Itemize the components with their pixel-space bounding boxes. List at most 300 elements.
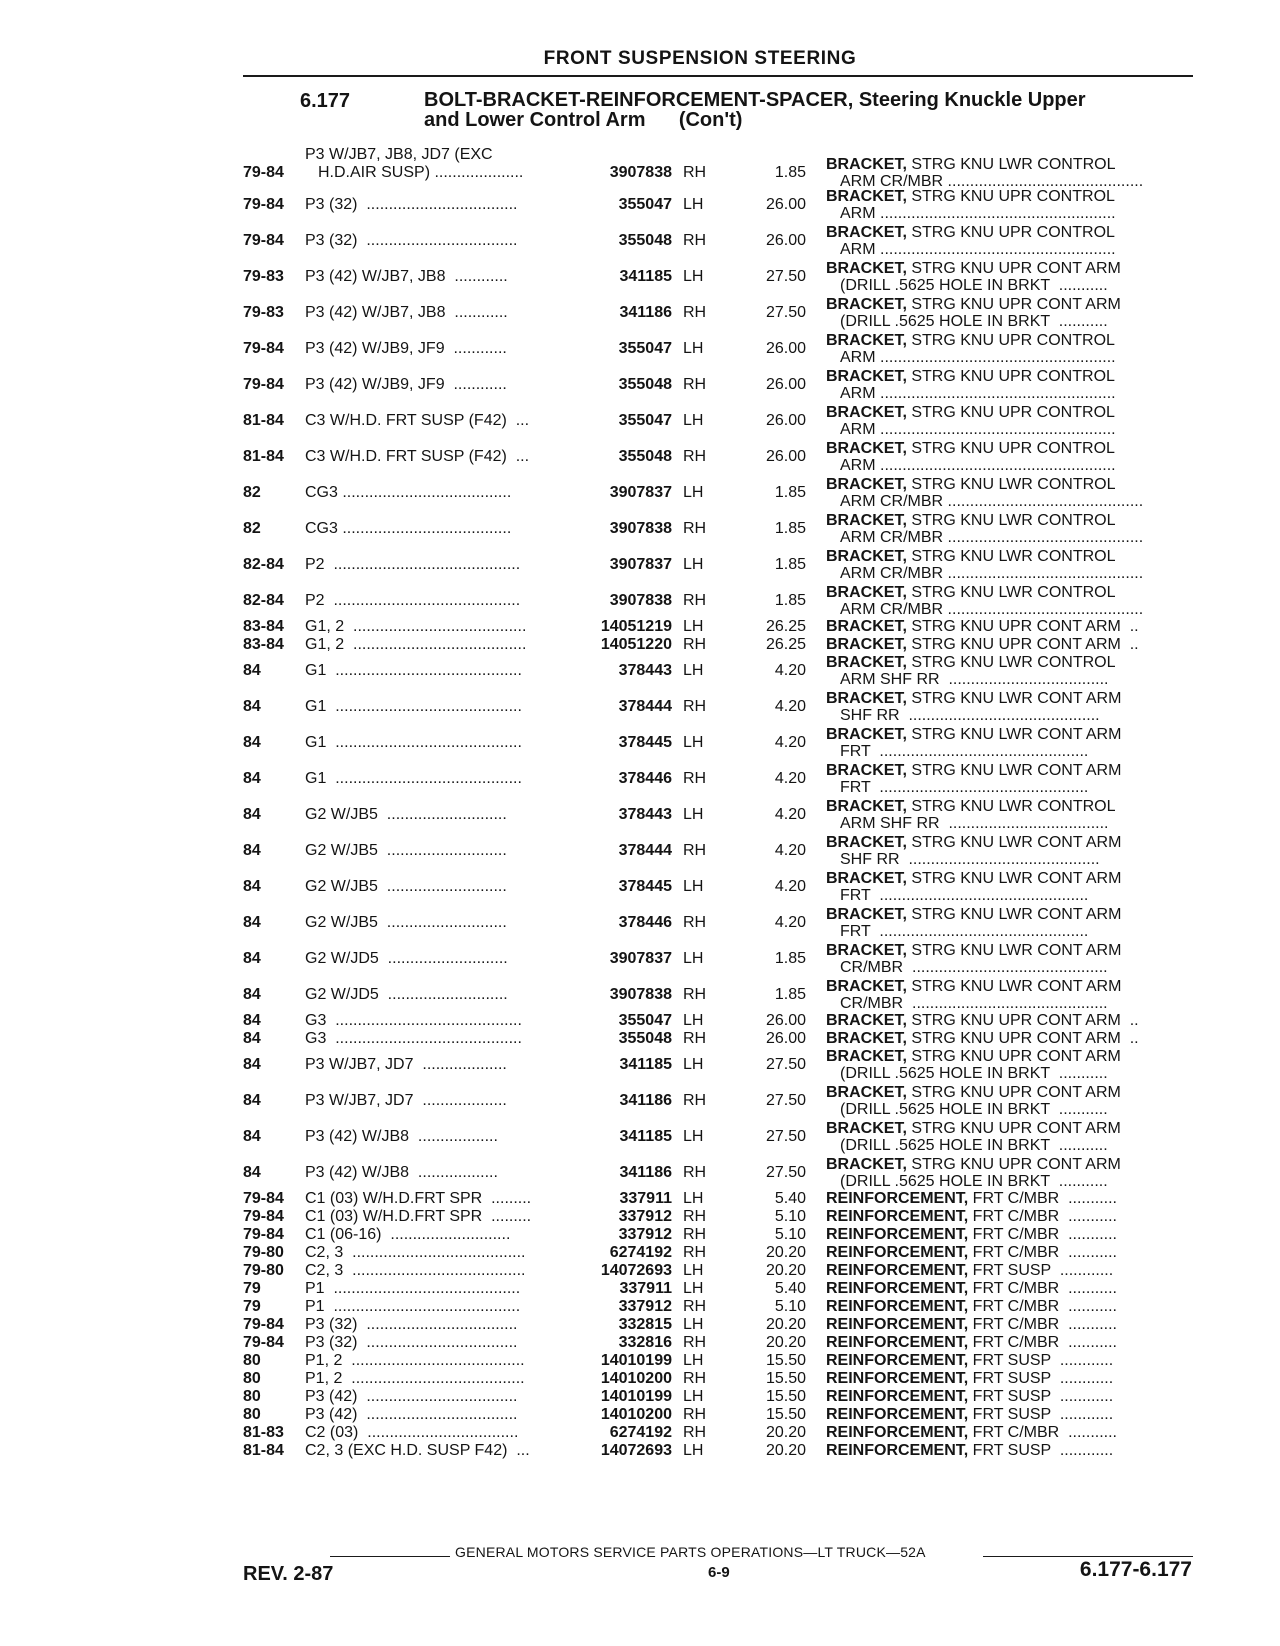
description [826, 1030, 1196, 1047]
price: 4.20 [774, 842, 806, 859]
description-head: REINFORCEMENT, [826, 1280, 969, 1297]
description-head: REINFORCEMENT, [826, 1370, 969, 1387]
model-code: P3 (42) .................................. [305, 1406, 518, 1423]
description [826, 1334, 1196, 1351]
description-text: STRG KNU UPR CONT ARM [906, 1048, 1121, 1065]
part-number: 3907838 [609, 520, 672, 537]
price: 27.50 [765, 304, 806, 321]
model-year: 80 [243, 1370, 261, 1387]
description [826, 260, 1196, 277]
side-code: RH [683, 304, 707, 321]
description-head: REINFORCEMENT, [826, 1262, 969, 1279]
model-year: 82 [243, 484, 261, 501]
side-code: RH [683, 448, 707, 465]
description-text: FRT SUSP ............ [968, 1388, 1114, 1405]
description [826, 1388, 1196, 1405]
side-code: LH [683, 662, 704, 679]
part-number: 14072693 [600, 1442, 672, 1459]
description [826, 906, 1196, 923]
description-head: BRACKET, [826, 368, 907, 385]
description-text: STRG KNU UPR CONT ARM [906, 1120, 1121, 1137]
price: 4.20 [774, 734, 806, 751]
price: 5.10 [774, 1226, 806, 1243]
model-code: C1 (03) W/H.D.FRT SPR ......... [305, 1190, 532, 1207]
side-code: RH [683, 1208, 707, 1225]
model-year: 79-84 [243, 164, 284, 181]
description-cont: CR/MBR ............................................ [840, 959, 1108, 976]
description-cont: ARM CR/MBR ............................................ [840, 493, 1144, 510]
description-text: FRT SUSP ............ [968, 1370, 1114, 1387]
model-year: 84 [243, 770, 261, 787]
description-cont: FRT ............................................... [840, 743, 1089, 760]
price: 26.25 [765, 618, 806, 635]
side-code: RH [683, 1244, 707, 1261]
price: 4.20 [774, 878, 806, 895]
description-text: FRT C/MBR ........... [968, 1190, 1117, 1207]
section-title-line2: and Lower Control Arm (Con't) [424, 109, 743, 131]
model-code: G1, 2 ....................................... [305, 618, 527, 635]
price: 20.20 [765, 1424, 806, 1441]
model-year: 79-84 [243, 1226, 284, 1243]
side-code: LH [683, 1352, 704, 1369]
part-number: 3907837 [609, 950, 672, 967]
side-code: LH [683, 950, 704, 967]
part-number: 3907838 [609, 592, 672, 609]
part-number: 14051219 [600, 618, 672, 635]
side-code: RH [683, 986, 707, 1003]
model-code: P3 (32) .................................. [305, 232, 518, 249]
part-number: 355047 [618, 340, 672, 357]
description-head: BRACKET, [826, 1084, 907, 1101]
description-head: REINFORCEMENT, [826, 1244, 969, 1261]
description [826, 942, 1196, 959]
description-text: STRG KNU UPR CONT ARM .. [906, 618, 1139, 635]
description-cont: (DRILL .5625 HOLE IN BRKT ........... [840, 1173, 1108, 1190]
description-cont: ARM ..................................................... [840, 421, 1116, 438]
description-head: BRACKET, [826, 1120, 907, 1137]
model-year: 84 [243, 878, 261, 895]
part-number: 14010200 [600, 1406, 672, 1423]
description [826, 618, 1196, 635]
price: 27.50 [765, 1164, 806, 1181]
description [826, 404, 1196, 421]
price: 26.25 [765, 636, 806, 653]
model-year: 84 [243, 1092, 261, 1109]
part-number: 355047 [618, 1012, 672, 1029]
model-year: 83-84 [243, 636, 284, 653]
model-code: G1 .......................................... [305, 698, 522, 715]
side-code: LH [683, 1056, 704, 1073]
side-code: RH [683, 1406, 707, 1423]
description-cont: ARM CR/MBR ............................................ [840, 601, 1144, 618]
description-text: STRG KNU UPR CONT ARM [906, 1084, 1121, 1101]
model-code: P3 (42) W/JB7, JB8 ............ [305, 304, 508, 321]
model-year: 79-84 [243, 1334, 284, 1351]
price: 1.85 [774, 592, 806, 609]
model-code: P3 (42) W/JB8 .................. [305, 1128, 498, 1145]
model-year: 84 [243, 662, 261, 679]
price: 5.40 [774, 1280, 806, 1297]
model-year: 79-84 [243, 376, 284, 393]
side-code: LH [683, 412, 704, 429]
description [826, 978, 1196, 995]
model-code: G1 .......................................... [305, 770, 522, 787]
description [826, 1012, 1196, 1029]
model-code: G1, 2 ....................................... [305, 636, 527, 653]
model-code: P2 .......................................... [305, 592, 521, 609]
model-code: G1 .......................................... [305, 734, 522, 751]
description [826, 798, 1196, 815]
price: 1.85 [774, 164, 806, 181]
description-text: STRG KNU LWR CONT ARM [906, 690, 1122, 707]
description-text: STRG KNU UPR CONTROL [906, 368, 1115, 385]
model-year: 84 [243, 698, 261, 715]
model-year: 79-83 [243, 268, 284, 285]
description-head: BRACKET, [826, 906, 907, 923]
part-number: 332816 [618, 1334, 672, 1351]
model-code: G2 W/JB5 ........................... [305, 914, 507, 931]
description-head: BRACKET, [826, 260, 907, 277]
description-text: STRG KNU LWR CONTROL [906, 584, 1116, 601]
description-cont: FRT ............................................... [840, 887, 1089, 904]
side-code: LH [683, 1190, 704, 1207]
model-code: P3 (42) W/JB7, JB8 ............ [305, 268, 508, 285]
description-head: BRACKET, [826, 762, 907, 779]
part-number: 337912 [618, 1208, 672, 1225]
model-year: 79-84 [243, 1208, 284, 1225]
part-number: 341185 [619, 268, 672, 285]
description [826, 690, 1196, 707]
description-text: STRG KNU UPR CONT ARM .. [906, 1012, 1139, 1029]
description-head: BRACKET, [826, 548, 907, 565]
model-year: 79-84 [243, 1316, 284, 1333]
side-code: RH [683, 842, 707, 859]
model-code: P3 W/JB7, JD7 ................... [305, 1056, 507, 1073]
description [826, 1244, 1196, 1261]
part-number: 341186 [619, 1092, 672, 1109]
price: 26.00 [765, 232, 806, 249]
part-number: 355047 [618, 412, 672, 429]
price: 20.20 [765, 1262, 806, 1279]
part-number: 14072693 [600, 1262, 672, 1279]
description [826, 1262, 1196, 1279]
model-year: 80 [243, 1406, 261, 1423]
section-reference: 6.177-6.177 [1079, 1558, 1192, 1581]
price: 15.50 [765, 1352, 806, 1369]
side-code: LH [683, 1388, 704, 1405]
description [826, 156, 1196, 173]
description-text: STRG KNU LWR CONT ARM [906, 726, 1122, 743]
description [826, 188, 1196, 205]
model-code: G2 W/JD5 ........................... [305, 986, 508, 1003]
side-code: RH [683, 1334, 707, 1351]
description-text: STRG KNU LWR CONT ARM [906, 762, 1122, 779]
description-head: BRACKET, [826, 636, 907, 653]
price: 26.00 [765, 1012, 806, 1029]
model-year: 84 [243, 1164, 261, 1181]
description-head: BRACKET, [826, 690, 907, 707]
model-code: P3 (42) W/JB8 .................. [305, 1164, 498, 1181]
description-text: STRG KNU LWR CONTROL [906, 548, 1116, 565]
model-code: C1 (06-16) ........................... [305, 1226, 511, 1243]
side-code: RH [683, 770, 707, 787]
description-head: BRACKET, [826, 332, 907, 349]
description-head: REINFORCEMENT, [826, 1442, 969, 1459]
model-code: G2 W/JB5 ........................... [305, 842, 507, 859]
description [826, 1442, 1196, 1459]
description-cont: ARM CR/MBR ............................................ [840, 565, 1144, 582]
model-year: 84 [243, 914, 261, 931]
part-number: 378444 [618, 698, 672, 715]
model-year: 84 [243, 734, 261, 751]
model-year: 84 [243, 806, 261, 823]
side-code: RH [683, 698, 707, 715]
model-year: 84 [243, 1128, 261, 1145]
model-code: P1, 2 ....................................... [305, 1352, 525, 1369]
description [826, 1048, 1196, 1065]
price: 27.50 [765, 1128, 806, 1145]
model-code: C2, 3 ....................................... [305, 1262, 526, 1279]
description-head: BRACKET, [826, 512, 907, 529]
side-code: LH [683, 1128, 704, 1145]
side-code: LH [683, 196, 704, 213]
description-head: BRACKET, [826, 476, 907, 493]
description-text: STRG KNU UPR CONT ARM [906, 296, 1121, 313]
model-year: 84 [243, 986, 261, 1003]
description-text: FRT C/MBR ........... [968, 1208, 1117, 1225]
description [826, 368, 1196, 385]
description-cont: ARM SHF RR .................................... [840, 671, 1109, 688]
model-code: C2 (03) .................................. [305, 1424, 519, 1441]
description-text: STRG KNU UPR CONT ARM [906, 1156, 1121, 1173]
part-number: 341185 [619, 1056, 672, 1073]
description-head: BRACKET, [826, 726, 907, 743]
part-number: 341186 [619, 304, 672, 321]
section-title-line1: BOLT-BRACKET-REINFORCEMENT-SPACER, Steering Knuckle Upper [424, 89, 1086, 111]
side-code: RH [683, 376, 707, 393]
model-code: P3 (42) W/JB9, JF9 ............ [305, 340, 507, 357]
description [826, 1120, 1196, 1137]
model-year: 79-84 [243, 340, 284, 357]
part-number: 14010199 [600, 1388, 672, 1405]
description-cont: ARM ..................................................... [840, 205, 1116, 222]
price: 15.50 [765, 1388, 806, 1405]
part-number: 14010200 [600, 1370, 672, 1387]
description-head: BRACKET, [826, 1012, 907, 1029]
description [826, 726, 1196, 743]
model-code: P3 (42) .................................. [305, 1388, 518, 1405]
description [826, 1370, 1196, 1387]
description [826, 1226, 1196, 1243]
description-cont: FRT ............................................... [840, 779, 1089, 796]
model-year: 82-84 [243, 556, 284, 573]
section-number: 6.177 [300, 90, 351, 112]
description [826, 636, 1196, 653]
part-number: 355048 [618, 448, 672, 465]
price: 4.20 [774, 662, 806, 679]
description-head: BRACKET, [826, 156, 907, 173]
description [826, 1424, 1196, 1441]
model-year: 81-84 [243, 1442, 284, 1459]
price: 15.50 [765, 1370, 806, 1387]
description-head: REINFORCEMENT, [826, 1208, 969, 1225]
description [826, 332, 1196, 349]
description-cont: SHF RR ........................................... [840, 707, 1100, 724]
part-number: 378443 [618, 662, 672, 679]
description-cont: ARM SHF RR .................................... [840, 815, 1109, 832]
description-text: STRG KNU UPR CONTROL [906, 440, 1115, 457]
description [826, 1352, 1196, 1369]
description-text: STRG KNU LWR CONTROL [906, 512, 1116, 529]
part-number: 337911 [619, 1190, 672, 1207]
price: 26.00 [765, 412, 806, 429]
model-year: 84 [243, 1030, 261, 1047]
model-year: 79 [243, 1298, 261, 1315]
model-code: P2 .......................................... [305, 556, 521, 573]
part-number: 378446 [618, 770, 672, 787]
description-head: BRACKET, [826, 296, 907, 313]
model-year: 79-80 [243, 1244, 284, 1261]
description [826, 440, 1196, 457]
description-cont: CR/MBR ............................................ [840, 995, 1108, 1012]
side-code: RH [683, 1030, 707, 1047]
description-text: STRG KNU UPR CONT ARM .. [906, 1030, 1139, 1047]
description-head: BRACKET, [826, 942, 907, 959]
description-text: FRT C/MBR ........... [968, 1226, 1117, 1243]
description-text: FRT C/MBR ........... [968, 1280, 1117, 1297]
part-number: 337911 [619, 1280, 672, 1297]
part-number: 355048 [618, 376, 672, 393]
description-text: FRT SUSP ............ [968, 1352, 1114, 1369]
price: 26.00 [765, 196, 806, 213]
part-number: 341186 [619, 1164, 672, 1181]
description-cont: (DRILL .5625 HOLE IN BRKT ........... [840, 1101, 1108, 1118]
side-code: LH [683, 340, 704, 357]
model-code: C2, 3 (EXC H.D. SUSP F42) ... [305, 1442, 530, 1459]
side-code: RH [683, 1298, 707, 1315]
price: 1.85 [774, 556, 806, 573]
side-code: LH [683, 1442, 704, 1459]
model-year: 82 [243, 520, 261, 537]
description-text: FRT SUSP ............ [968, 1442, 1114, 1459]
price: 26.00 [765, 1030, 806, 1047]
description-text: STRG KNU UPR CONTROL [906, 404, 1115, 421]
description-text: FRT C/MBR ........... [968, 1424, 1117, 1441]
part-number: 378444 [618, 842, 672, 859]
price: 20.20 [765, 1334, 806, 1351]
side-code: RH [683, 1092, 707, 1109]
description-cont: (DRILL .5625 HOLE IN BRKT ........... [840, 277, 1108, 294]
description-text: STRG KNU LWR CONT ARM [906, 870, 1122, 887]
price: 5.40 [774, 1190, 806, 1207]
side-code: LH [683, 1262, 704, 1279]
side-code: LH [683, 1280, 704, 1297]
model-year: 80 [243, 1352, 261, 1369]
model-code: C3 W/H.D. FRT SUSP (F42) ... [305, 412, 530, 429]
model-year: 84 [243, 1056, 261, 1073]
description-head: BRACKET, [826, 584, 907, 601]
price: 27.50 [765, 268, 806, 285]
price: 4.20 [774, 914, 806, 931]
description-head: REINFORCEMENT, [826, 1298, 969, 1315]
description-text: STRG KNU LWR CONTROL [906, 476, 1116, 493]
model-code: P3 W/JB7, JB8, JD7 (EXC [305, 146, 493, 163]
price: 20.20 [765, 1442, 806, 1459]
side-code: LH [683, 1012, 704, 1029]
model-code: G3 .......................................... [305, 1012, 522, 1029]
description-cont: ARM ..................................................... [840, 241, 1116, 258]
part-number: 332815 [618, 1316, 672, 1333]
model-code: P3 W/JB7, JD7 ................... [305, 1092, 507, 1109]
description-head: BRACKET, [826, 224, 907, 241]
model-year: 80 [243, 1388, 261, 1405]
price: 4.20 [774, 770, 806, 787]
model-code: CG3 ...................................... [305, 484, 512, 501]
model-code: C1 (03) W/H.D.FRT SPR ......... [305, 1208, 532, 1225]
description-cont: SHF RR ........................................... [840, 851, 1100, 868]
side-code: RH [683, 164, 707, 181]
part-number: 337912 [618, 1298, 672, 1315]
price: 1.85 [774, 950, 806, 967]
description [826, 654, 1196, 671]
model-code: G2 W/JB5 ........................... [305, 806, 507, 823]
side-code: RH [683, 636, 707, 653]
side-code: RH [683, 1164, 707, 1181]
description-text: STRG KNU UPR CONTROL [906, 188, 1115, 205]
model-code: G2 W/JD5 ........................... [305, 950, 508, 967]
model-code: P1, 2 ....................................... [305, 1370, 525, 1387]
description [826, 1208, 1196, 1225]
model-code: G2 W/JB5 ........................... [305, 878, 507, 895]
model-code: P3 (32) .................................. [305, 1316, 518, 1333]
model-code-cont: H.D.AIR SUSP) .................... [318, 164, 524, 181]
description [826, 1406, 1196, 1423]
description-head: BRACKET, [826, 798, 907, 815]
price: 4.20 [774, 698, 806, 715]
description-cont: ARM ..................................................... [840, 385, 1116, 402]
side-code: LH [683, 1316, 704, 1333]
model-year: 82-84 [243, 592, 284, 609]
description [826, 584, 1196, 601]
model-code: P3 (42) W/JB9, JF9 ............ [305, 376, 507, 393]
part-number: 3907838 [609, 986, 672, 1003]
price: 5.10 [774, 1298, 806, 1315]
description-head: REINFORCEMENT, [826, 1226, 969, 1243]
description [826, 1280, 1196, 1297]
description-head: BRACKET, [826, 870, 907, 887]
model-code: P1 .......................................... [305, 1298, 521, 1315]
description [826, 1084, 1196, 1101]
description-text: STRG KNU LWR CONT ARM [906, 834, 1122, 851]
description-cont: ARM CR/MBR ............................................ [840, 173, 1144, 190]
side-code: LH [683, 268, 704, 285]
description-text: STRG KNU UPR CONTROL [906, 224, 1115, 241]
price: 27.50 [765, 1056, 806, 1073]
part-number: 341185 [619, 1128, 672, 1145]
description-head: BRACKET, [826, 1156, 907, 1173]
model-year: 79-84 [243, 1190, 284, 1207]
part-number: 355048 [618, 1030, 672, 1047]
side-code: LH [683, 878, 704, 895]
description [826, 1316, 1196, 1333]
side-code: LH [683, 734, 704, 751]
description-head: REINFORCEMENT, [826, 1190, 969, 1207]
price: 1.85 [774, 520, 806, 537]
model-year: 81-83 [243, 1424, 284, 1441]
side-code: LH [683, 484, 704, 501]
price: 4.20 [774, 806, 806, 823]
model-code: C2, 3 ....................................... [305, 1244, 526, 1261]
